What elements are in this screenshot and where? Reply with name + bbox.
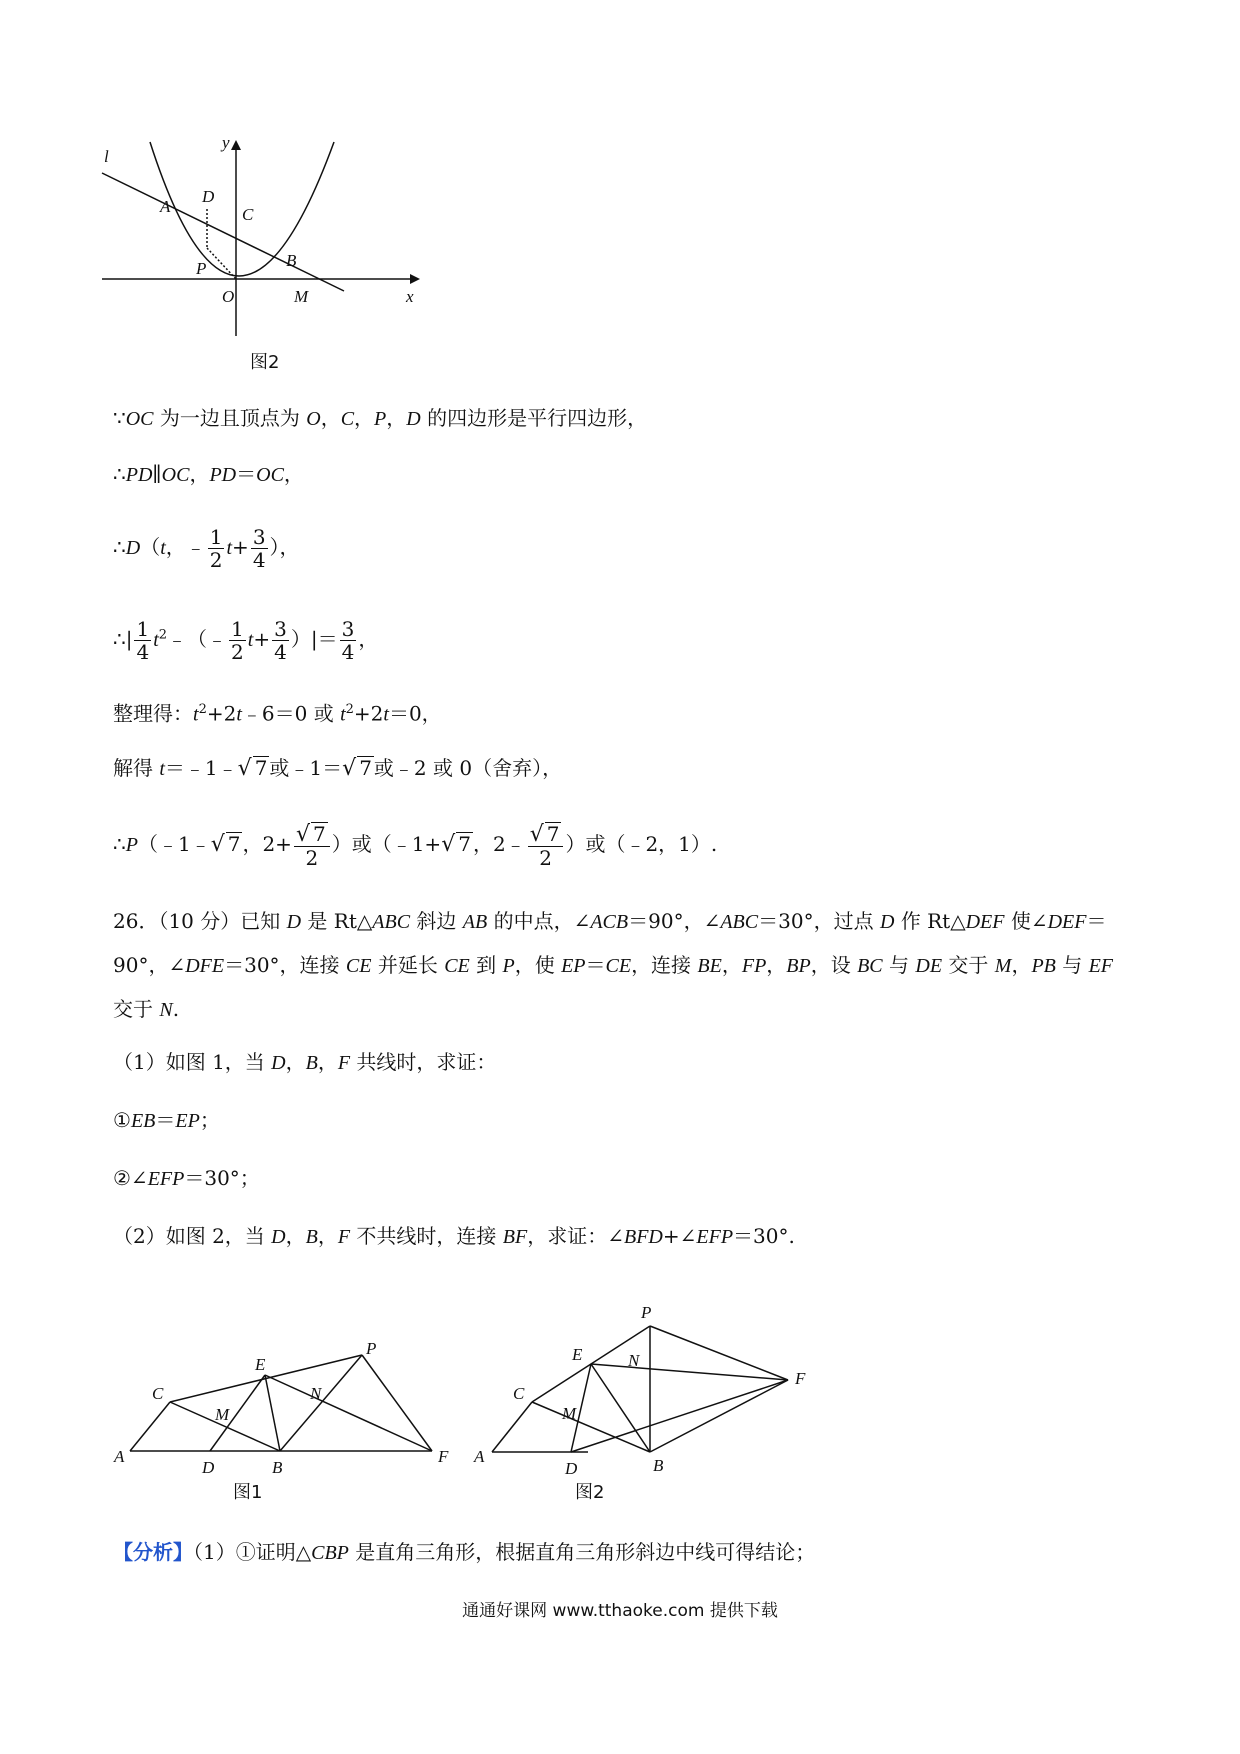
svg-text:D: D — [565, 1459, 578, 1478]
fraction: $\frac{3}{4}$ — [341, 617, 355, 664]
fraction: $\frac{1}{4}$ — [136, 617, 150, 664]
fraction: $\frac{3}{4}$ — [252, 525, 266, 572]
svg-text:N: N — [310, 1384, 322, 1403]
solution-line-2: ∴PD∥OC，PD＝OC， — [113, 462, 304, 486]
fraction: $\frac{√ 7}{2}$ — [294, 822, 330, 869]
solution-line-1: ∵OC 为一边且顶点为 O，C，P，D 的四边形是平行四边形， — [113, 406, 648, 430]
svg-text:F: F — [438, 1447, 449, 1466]
question-1-part-1: ①EB＝EP； — [113, 1108, 220, 1132]
x-axis-arrow — [410, 274, 420, 284]
figure-caption-top: 图2 — [250, 352, 280, 373]
fraction: $\frac{1}{2}$ — [231, 617, 244, 664]
svg-text:P: P — [366, 1339, 377, 1358]
svg-text:B: B — [653, 1456, 664, 1475]
question-1: （1）如图 1，当 D，B，F 共线时，求证： — [113, 1050, 497, 1074]
footer-text: 通通好课网 www.tthaoke.com 提供下载 — [462, 1601, 778, 1621]
solution-line-5: 整理得：$t^2+2t﹣6=0$ 或 $t^2+2t=0$， — [113, 701, 442, 726]
parabola-figure — [100, 140, 420, 340]
svg-text:N: N — [628, 1351, 640, 1370]
y-axis-arrow — [231, 140, 241, 150]
figure-2-caption: 图2 — [575, 1482, 605, 1503]
svg-text:A: A — [114, 1447, 125, 1466]
label-y: y — [222, 140, 230, 152]
fraction: $\frac{1}{2}$ — [209, 525, 223, 572]
fraction: $\frac{3}{4}$ — [274, 617, 287, 664]
line-l — [102, 173, 344, 291]
analysis-tag: 【分析】 — [113, 1540, 193, 1564]
svg-text:E: E — [255, 1355, 266, 1374]
label-l: l — [104, 147, 109, 166]
question-2: （2）如图 2，当 D，B，F 不共线时，连接 BF，求证：∠BFD+∠EFP＝30°. — [113, 1224, 795, 1248]
svg-text:E: E — [572, 1345, 583, 1364]
svg-text:D: D — [202, 1458, 215, 1476]
svg-text:B: B — [272, 1458, 283, 1476]
analysis-line: 【分析】（1）①证明△CBP 是直角三角形，根据直角三角形斜边中线可得结论； — [113, 1540, 816, 1564]
svg-text:C: C — [513, 1384, 525, 1403]
label-D: D — [202, 187, 215, 206]
label-x: x — [406, 287, 414, 306]
label-C: C — [242, 205, 254, 224]
figure-1 — [110, 1306, 470, 1476]
svg-text:F: F — [795, 1369, 806, 1388]
solution-line-6: 解得 t＝﹣1﹣√ 7 或﹣1＝√ 7 或﹣2 或 0（舍弃）， — [113, 756, 563, 781]
svg-text:M: M — [215, 1405, 230, 1424]
svg-text:M: M — [562, 1404, 577, 1423]
figure-2 — [470, 1280, 830, 1480]
figure-1-caption: 图1 — [233, 1482, 263, 1503]
solution-line-7: ∴P（﹣1﹣√ 7 ，2+ $\frac{√ 7}{2}$ ）或（﹣1+√ 7 ，2﹣ $\frac{√ 7}{2}$ ）或（﹣2，1）. — [113, 822, 718, 870]
problem-26-statement: 26．（10 分）已知 D 是 Rt△ABC 斜边 AB 的中点，∠ACB＝90°，∠ABC＝30°，过点 D 作 Rt△DEF 使∠DEF＝90°，∠DFE＝30°，连接 CE 并延长 CE 到 P，使 EP＝CE，连接 BE，FP，BP，设 BC 与 DE 交于 M，PB 与 EF 交于 N. — [113, 909, 1114, 1021]
question-1-part-2: ②∠EFP＝30°； — [113, 1166, 260, 1190]
label-M: M — [294, 287, 309, 306]
label-O: O — [222, 287, 235, 306]
svg-text:A: A — [474, 1447, 485, 1466]
fraction: $\frac{√ 7}{2}$ — [528, 822, 564, 869]
label-B: B — [286, 251, 297, 270]
solution-line-3: ∴D（t，﹣ $\frac{1}{2}$ t+ $\frac{3}{4}$ ）， — [113, 525, 300, 572]
label-P: P — [196, 259, 207, 278]
label-A: A — [160, 197, 171, 216]
svg-text:C: C — [152, 1384, 164, 1403]
solution-line-4: ∴| $\frac{1}{4}$ $t^2﹣(﹣$ $\frac{1}{2}$ t+ $\frac{3}{4}$ ）|＝ $\frac{3}{4}$ ， — [113, 617, 379, 664]
svg-text:P: P — [641, 1303, 652, 1322]
